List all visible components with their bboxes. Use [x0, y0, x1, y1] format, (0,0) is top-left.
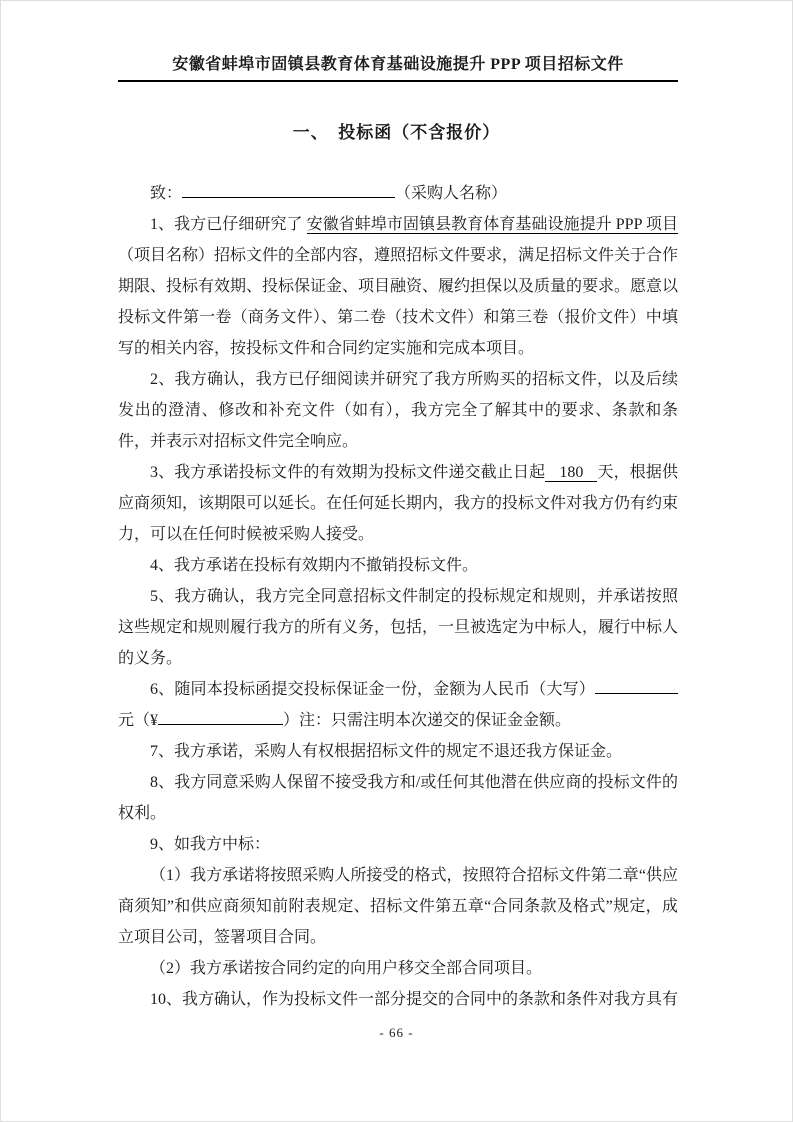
text-run: ）注：只需注明本次递交的保证金金额。: [283, 712, 572, 729]
paragraph: [118, 364, 678, 457]
text-run: 1、我方已仔细研究了: [150, 216, 307, 233]
text-run: 7、我方承诺，采购人有权根据招标文件的规定不退还我方保证金。: [150, 743, 623, 760]
paragraph: [118, 457, 678, 550]
text-run: （1）我方承诺将按照采购人所接受的格式，按照符合招标文件第二章“供应商须知”和供应商须知前附表规定、招标文件第五章“合同条款及格式”规定，成立项目公司，签署项目合同。: [118, 867, 678, 946]
text-run: 4、我方承诺在投标有效期内不撤销投标文件。: [150, 557, 479, 574]
paragraph: [118, 984, 678, 1015]
paragraph: [118, 209, 678, 364]
text-run: 元（¥: [118, 712, 159, 729]
fill-in-blank: [595, 678, 678, 694]
text-run: 2、我方确认，我方已仔细阅读并研究了我方所购买的招标文件，以及后续发出的澄清、修改和补充文件（如有），我方完全了解其中的要求、条款和条件，并表示对招标文件完全响应。: [118, 371, 678, 450]
text-run: （2）我方承诺按合同约定的向用户移交全部合同项目。: [150, 960, 543, 977]
paragraph: [118, 829, 678, 860]
paragraph: [118, 550, 678, 581]
text-run: （采购人名称）: [395, 185, 508, 202]
text-run: 5、我方确认，我方完全同意招标文件制定的投标规定和规则，并承诺按照这些规定和规则履行我方的所有义务，包括，一旦被选定为中标人，履行中标人的义务。: [118, 588, 679, 667]
paragraph: [118, 953, 678, 984]
fill-in-blank: [158, 709, 283, 725]
underlined-text: 180: [545, 464, 597, 482]
text-run: （项目名称）招标文件的全部内容，遵照招标文件要求，满足招标文件关于合作期限、投标有效期、投标保证金、项目融资、履约担保以及质量的要求。愿意以投标文件第一卷（商务文件）、第二卷（技术文件）和第三卷（报价文件）中填写的相关内容，按投标文件和合同约定实施和完成本项目。: [118, 247, 679, 357]
fill-in-blank: [182, 182, 395, 198]
paragraph: [118, 674, 678, 736]
paragraph: [118, 581, 678, 674]
page-number: - 66 -: [379, 1025, 414, 1040]
text-run: 6、随同本投标函提交投标保证金一份，金额为人民币（大写）: [150, 681, 595, 698]
paragraph: [118, 736, 678, 767]
text-run: 天，根据供应商须知，该期限可以延长。在任何延长期内，我方的投标文件对我方仍有约束力，可以在任何时候被采购人接受。: [118, 464, 679, 543]
paragraph: [118, 767, 678, 829]
underlined-text: 安徽省蚌埠市固镇县教育体育基础设施提升 PPP 项目: [306, 216, 678, 233]
text-run: 致：: [150, 185, 183, 202]
paragraph: [118, 178, 678, 209]
section-title: 一、 投标函（不含报价）: [292, 123, 501, 142]
text-run: 8、我方同意采购人保留不接受我方和/或任何其他潜在供应商的投标文件的权利。: [118, 774, 678, 822]
text-run: 3、我方承诺投标文件的有效期为投标文件递交截止日起: [150, 464, 546, 481]
document-body: [118, 178, 678, 1015]
text-run: 9、如我方中标：: [150, 836, 271, 853]
text-run: 10、我方确认，作为投标文件一部分提交的合同中的条款和条件对我方具有: [150, 991, 679, 1008]
document-header-title: 安徽省蚌埠市固镇县教育体育基础设施提升 PPP 项目招标文件: [118, 55, 678, 82]
paragraph: [118, 860, 678, 953]
